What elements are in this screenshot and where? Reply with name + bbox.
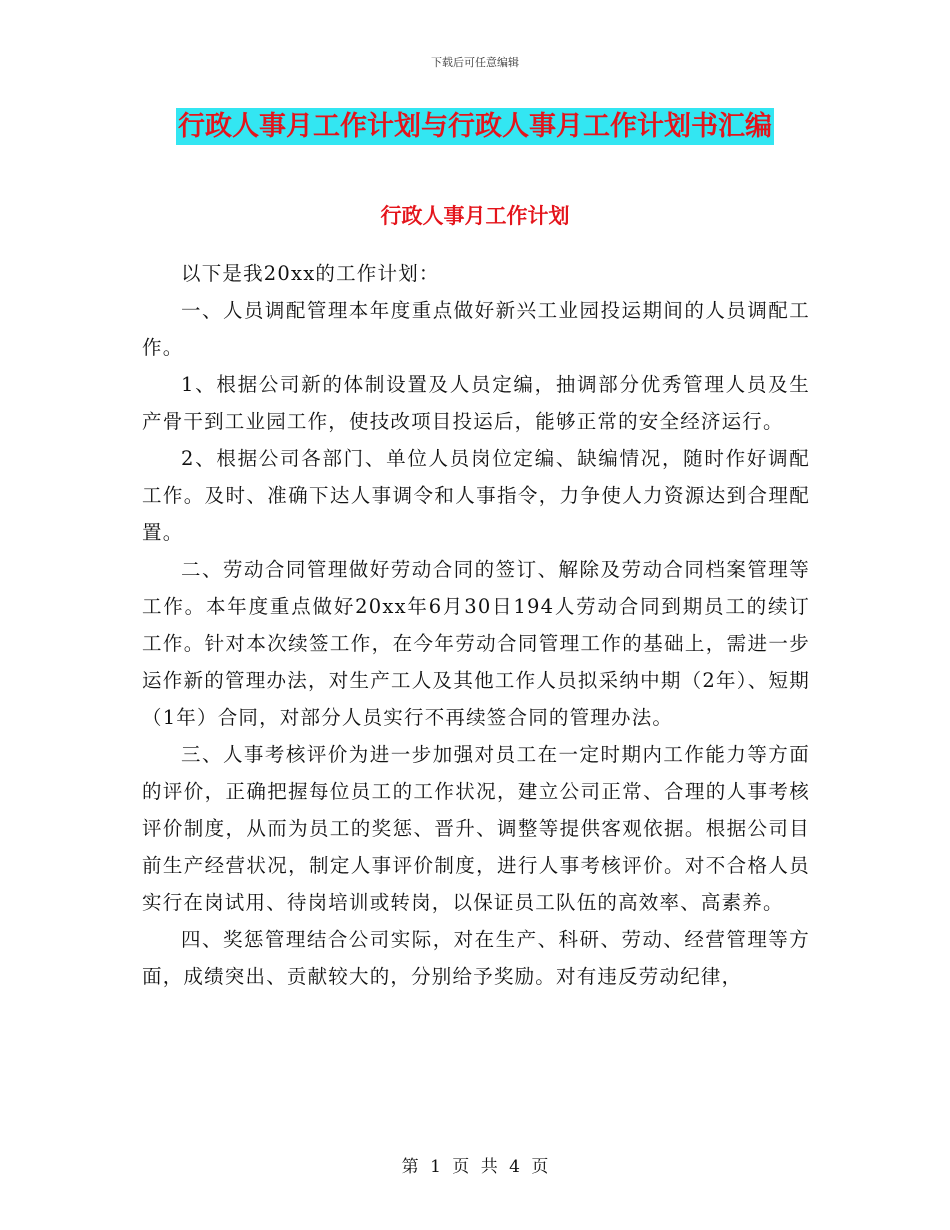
paragraph: 二、劳动合同管理做好劳动合同的签订、解除及劳动合同档案管理等工作。本年度重点做好20xx年6月30日194人劳动合同到期员工的续订工作。针对本次续签工作，在今年劳动合同管理工作的基础上，需进一步运作新的管理办法，对生产工人及其他工作人员拟采纳中期（2年）、短期（1年）合同，对部分人员实行不再续签合同的管理办法。 [142, 558, 810, 729]
section-title: 行政人事月工作计划 [380, 203, 570, 228]
page-footer: 第 1 页 共 4 页 [401, 1157, 549, 1177]
paragraph: 2、根据公司各部门、单位人员岗位定编、缺编情况，随时作好调配工作。及时、准确下达人事调令和人事指令，力争使人力资源达到合理配置。 [142, 447, 810, 544]
document-title [0, 108, 950, 146]
paragraph: 三、人事考核评价为进一步加强对员工在一定时期内工作能力等方面的评价，正确把握每位员工的工作状况，建立公司正常、合理的人事考核评价制度，从而为员工的奖惩、晋升、调整等提供客观依据。根据公司目前生产经营状况，制定人事评价制度，进行人事考核评价。对不合格人员实行在岗试用、待岗培训或转岗，以保证员工队伍的高效率、高素养。 [142, 743, 810, 914]
paragraph: 一、人员调配管理本年度重点做好新兴工业园投运期间的人员调配工作。 [142, 299, 810, 359]
header-note: 下载后可任意编辑 [431, 56, 519, 69]
body-text [142, 220, 810, 995]
paragraph: 以下是我20xx的工作计划： [181, 262, 440, 285]
document-title-text: 行政人事月工作计划与行政人事月工作计划书汇编 [176, 108, 774, 145]
paragraph: 1、根据公司新的体制设置及人员定编，抽调部分优秀管理人员及生产骨干到工业园工作，使技改项目投运后，能够正常的安全经济运行。 [142, 373, 810, 433]
paragraph: 四、奖惩管理结合公司实际，对在生产、科研、劳动、经营管理等方面，成绩突出、贡献较大的，分别给予奖励。对有违反劳动纪律， [142, 928, 810, 988]
